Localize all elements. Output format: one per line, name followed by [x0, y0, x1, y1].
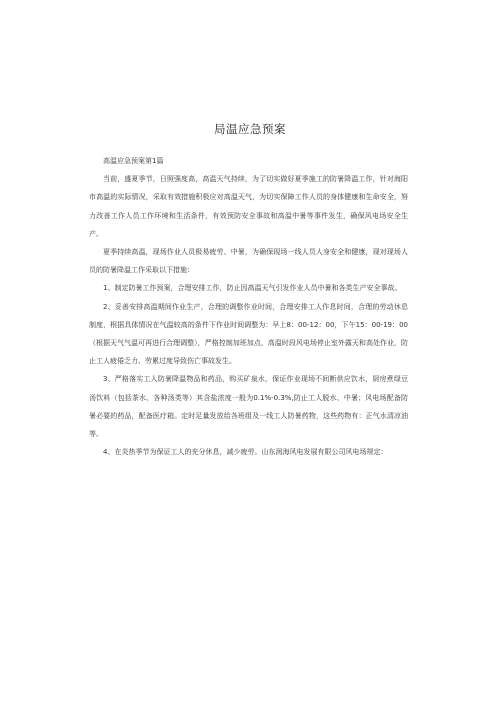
paragraph-intro: 当前，盛夏季节，日照强度高，高温天气持续，为了切实做好夏季施工的防暑降温工作，针对海阳市高温的实际情况，采取有效措施积极应对高温天气，为切实保障工作人员的身体健康和生命安全，努力改善工作人员工作环境和生活条件，有效预防安全事故和高温中暑等事件发生，确保风电场安全生产。 [89, 175, 408, 238]
paragraph-measure-1: 1、制定防暑工作预案，合理安排工作，防止因高温天气引发作业人员中暑和各类生产安全事故。 [103, 284, 402, 293]
paragraph-measure-3: 3、严格落实工人防暑降温物品和药品，购买矿泉水，保证作业现场不间断供应饮水，厨房煮绿豆汤饮料（包括茶水、各种汤类等）其含盐浓度一般为0.1%-0.3%,防止工人脱水、中暑；风电场配备防暑必要的药品，配备医疗箱。定时足量发放给各班组及一线工人防暑药物，这些药物有：正气水清凉油等。 [89, 375, 408, 439]
document-body [89, 152, 408, 461]
paragraph-measure-2: 2、妥善安排高温期间作业生产，合理的调整作业时间，合理安排工人作息时间，合理的劳动休息制度，根据具体情况在气温较高的条件下作业时间调整为：早上8：00-12：00，下午15：00-19：00（根据天气气温可再进行合理调整），严格控制加班加点，高温时段风电场停止室外露天和高处作业，防止工人疲倦乏力、劳累过度导致伤亡事故发生。 [89, 302, 408, 366]
document-title: 局温应急预案 [214, 122, 286, 136]
paragraph-measure-4: 4、在炎热季节为保证工人的充分休息，减少疲劳。山东润海风电发展有限公司风电场规定： [103, 448, 388, 457]
document-subtitle: 高温应急预案第1篇 [103, 157, 164, 165]
paragraph-measures-lead: 夏季持续高温，现场作业人员极易疲劳、中暑，为确保现场一线人员人身安全和健康，现对现场人员的防暑降温工作采取以下措施： [89, 248, 408, 275]
